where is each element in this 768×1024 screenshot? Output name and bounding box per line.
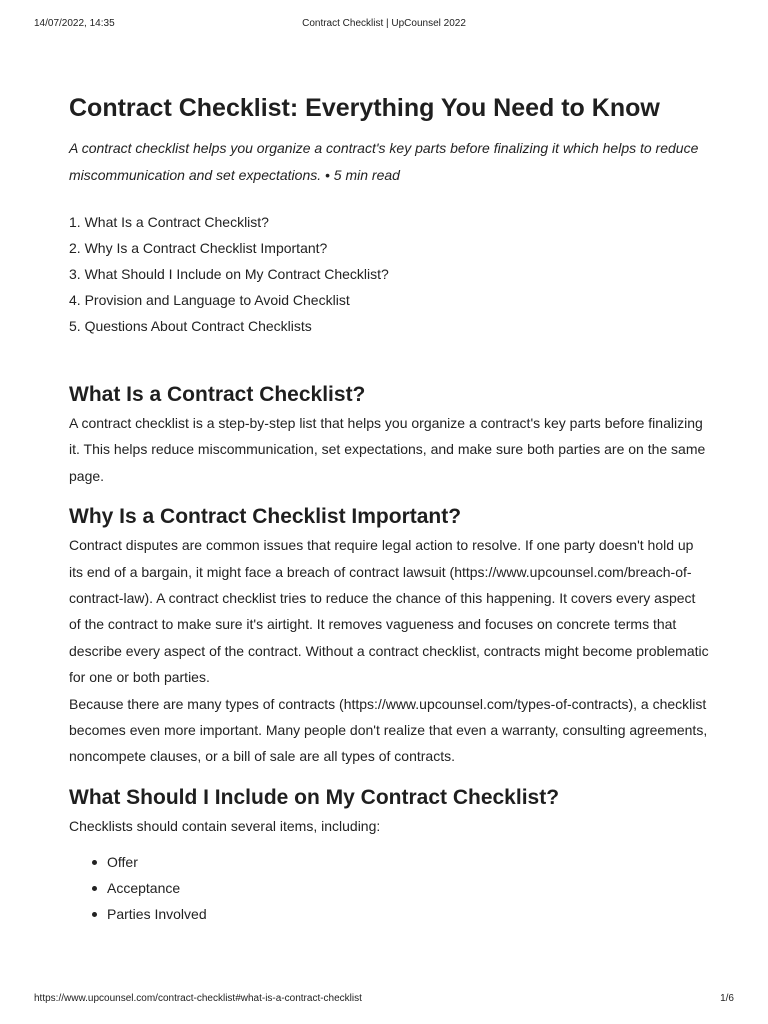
- table-of-contents: [69, 209, 709, 339]
- list-item-label: Acceptance: [107, 880, 181, 897]
- print-footer: [34, 993, 734, 1007]
- toc-link-what-is[interactable]: 1. What Is a Contract Checklist?: [69, 214, 269, 230]
- section-paragraph: Checklists should contain several items, including:: [69, 817, 381, 834]
- toc-item: [69, 235, 709, 261]
- toc-item: [69, 287, 709, 313]
- section-paragraph: Because there are many types of contracts (https://www.upcounsel.com/types-of-contracts), a checklist becomes even more important. Many people don't realize that even a warranty, consulting agreements, noncompete clauses, or a bill of sale are all types of contracts.: [69, 695, 708, 765]
- toc-link-why-important[interactable]: 2. Why Is a Contract Checklist Important?: [69, 240, 328, 256]
- section-paragraph: A contract checklist is a step-by-step list that helps you organize a contract's key parts before finalizing it. This helps reduce miscommunication, set expectations, and make sure both parties are on the same page.: [69, 415, 706, 484]
- list-item: [107, 849, 709, 875]
- section-heading-what-is: What Is a Contract Checklist?: [69, 383, 366, 406]
- section-paragraph: Contract disputes are common issues that require legal action to resolve. If one party doesn't hold up its end of a bargain, it might face a breach of contract lawsuit (https://www.upcounsel.com/breach-of-contract-law). A contract checklist tries to reduce the chance of this happening. It covers every aspect of the contract to make sure it's airtight. It removes vagueness and focuses on concrete terms that describe every aspect of the contract. Without a contract checklist, contracts might become problematic for one or both parties.: [69, 537, 709, 686]
- article-title: Contract Checklist: Everything You Need to Know: [69, 94, 660, 122]
- bullet-icon: [92, 860, 97, 865]
- print-header: [34, 18, 734, 32]
- section-heading-why-important: Why Is a Contract Checklist Important?: [69, 505, 462, 529]
- print-document-title: Contract Checklist | UpCounsel 2022: [302, 18, 466, 29]
- article: [69, 88, 709, 927]
- page-number: 1/6: [720, 993, 734, 1004]
- toc-link-what-to-include[interactable]: 3. What Should I Include on My Contract Checklist?: [69, 266, 389, 282]
- toc-item: [69, 261, 709, 287]
- article-subtitle: A contract checklist helps you organize a contract's key parts before finalizing it which helps to reduce miscommunication and set expectations. • 5 min read: [69, 140, 699, 183]
- list-item-label: Offer: [107, 854, 138, 871]
- list-item: [107, 875, 709, 901]
- bullet-icon: [92, 886, 97, 891]
- print-url: https://www.upcounsel.com/contract-checklist#what-is-a-contract-checklist: [34, 993, 362, 1004]
- toc-item: [69, 313, 709, 339]
- toc-link-provision-language[interactable]: 4. Provision and Language to Avoid Checklist: [69, 292, 350, 308]
- section-heading-what-to-include: What Should I Include on My Contract Checklist?: [69, 785, 560, 809]
- list-item: [107, 901, 709, 927]
- print-date: 14/07/2022, 14:35: [34, 18, 115, 29]
- toc-item: [69, 209, 709, 235]
- toc-link-questions[interactable]: 5. Questions About Contract Checklists: [69, 318, 312, 334]
- bullet-icon: [92, 912, 97, 917]
- checklist-items: [69, 849, 709, 927]
- list-item-label: Parties Involved: [107, 906, 207, 923]
